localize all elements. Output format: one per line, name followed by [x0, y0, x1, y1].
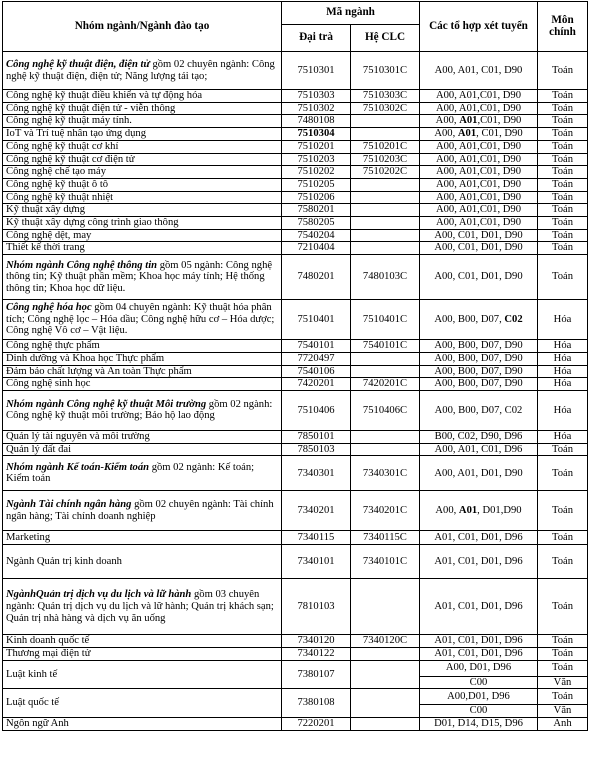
table-row: Công nghệ sinh học 7420201 7420201C A00, B00, D07, D90 Hóa: [3, 378, 588, 391]
table-row: Kỹ thuật xây dựng công trình giao thông 7580205 A00, A01,C01, D90 Toán: [3, 217, 588, 230]
table-row: Công nghệ kỹ thuật ô tô 7510205 A00, A01,C01, D90 Toán: [3, 178, 588, 191]
table-row: Luật quốc tế 7380108 A00,D01, D96 Toán: [3, 689, 588, 705]
table-row: Marketing 7340115 7340115C A01, C01, D01, D96 Toán: [3, 531, 588, 545]
table-row: IoT và Trí tuệ nhân tạo ứng dụng 7510304 A00, A01, C01, D90 Toán: [3, 128, 588, 141]
table-row: Công nghệ chế tạo máy 7510202 7510202C A00, A01,C01, D90 Toán: [3, 166, 588, 179]
table-row: Ngôn ngữ Anh 7220201 D01, D14, D15, D96 Anh: [3, 718, 588, 731]
table-row: Nhóm ngành Công nghệ kỹ thuật Môi trường gồm 02 ngành: Công nghệ kỹ thuật môi trường; Bảo hộ lao động 7510406 7510406C A00, B00, D07, C02 Hóa: [3, 390, 588, 430]
table-row: Công nghệ kỹ thuật cơ khí 7510201 7510201C A00, A01,C01, D90 Toán: [3, 140, 588, 153]
table-row: Thương mại điện tử 7340122 A01, C01, D01, D96 Toán: [3, 648, 588, 661]
header-code-hq: Hệ CLC: [351, 25, 420, 52]
table-row: Ngành Tài chính ngân hàng gồm 02 chuyên ngành: Tài chính ngân hàng; Tài chính doanh nghiệp 7340201 7340201C A00, A01, D01,D90 Toán: [3, 491, 588, 531]
table-row: Công nghệ kỹ thuật điện, điện tử gồm 02 chuyên ngành: Công nghệ kỹ thuật điện, điện tử; Năng lượng tái tạo; 7510301 7510301C A00, A01, C01, D90 Toán: [3, 52, 588, 90]
table-row: Ngành Quản trị kinh doanh 7340101 7340101C A01, C01, D01, D96 Toán: [3, 545, 588, 579]
table-row: Công nghệ kỹ thuật cơ điện tử 7510203 7510203C A00, A01,C01, D90 Toán: [3, 153, 588, 166]
table-row: Quản lý tài nguyên và môi trường 7850101 B00, C02, D90, D96 Hóa: [3, 430, 588, 443]
header-group: Nhóm ngành/Ngành đào tạo: [3, 2, 282, 52]
table-row: NgànhQuản trị dịch vụ du lịch và lữ hành gồm 03 chuyên ngành: Quản trị dịch vụ du lịch và lữ hành; Quản trị khách sạn; Quản trị nhà hàng và dịch vụ ăn uống 7810103 A01, C01, D01, D96 Toán: [3, 579, 588, 635]
table-row: Quản lý đất đai 7850103 A00, A01, C01, D96 Toán: [3, 443, 588, 456]
table-row: Công nghệ kỹ thuật điều khiển và tự động hóa 7510303 7510303C A00, A01,C01, D90 Toán: [3, 90, 588, 103]
table-row: Luật kinh tế 7380107 A00, D01, D96 Toán: [3, 660, 588, 676]
admission-table: [2, 1, 588, 731]
table-row: Nhóm ngành Kế toán-Kiểm toán gồm 02 ngành: Kế toán; Kiểm toán 7340301 7340301C A00, A01, D01, D90 Toán: [3, 456, 588, 491]
table-row: C00 Văn: [3, 676, 588, 689]
table-row: Công nghệ kỹ thuật máy tính. 7480108 A00, A01,C01, D90 Toán: [3, 115, 588, 128]
table-row: Thiết kế thời trang 7210404 A00, C01, D01, D90 Toán: [3, 242, 588, 255]
table-row: Công nghệ kỹ thuật điện tử - viễn thông 7510302 7510302C A00, A01,C01, D90 Toán: [3, 102, 588, 115]
header-code: Mã ngành: [282, 2, 420, 25]
table-row: Công nghệ hóa học gồm 04 chuyên ngành: Kỹ thuật hóa phân tích; Công nghệ lọc – Hóa dầu; Công nghệ hữu cơ – Hóa dược; Công nghệ Vô cơ – Vật liệu. 7510401 7510401C A00, B00, D07, C02 Hóa: [3, 300, 588, 340]
table-row: Đảm bảo chất lượng và An toàn Thực phẩm 7540106 A00, B00, D07, D90 Hóa: [3, 365, 588, 378]
header-subject: Môn chính: [538, 2, 588, 52]
header-combos: Các tổ hợp xét tuyển: [420, 2, 538, 52]
table-row: C00 Văn: [3, 705, 588, 718]
table-row: Kỹ thuật xây dựng 7580201 A00, A01,C01, D90 Toán: [3, 204, 588, 217]
header-code-standard: Đại trà: [282, 25, 351, 52]
table-row: Dinh dưỡng và Khoa học Thực phẩm 7720497 A00, B00, D07, D90 Hóa: [3, 352, 588, 365]
table-row: Nhóm ngành Công nghệ thông tin gồm 05 ngành: Công nghệ thông tin; Kỹ thuật phần mềm; Khoa học máy tính; Hệ thống thông tin; Khoa học dữ liệu. 7480201 7480103C A00, C01, D01, D90 Toán: [3, 255, 588, 300]
table-row: Kinh doanh quốc tế 7340120 7340120C A01, C01, D01, D96 Toán: [3, 635, 588, 648]
table-row: Công nghệ thực phẩm 7540101 7540101C A00, B00, D07, D90 Hóa: [3, 340, 588, 353]
table-row: Công nghệ dệt, may 7540204 A00, C01, D01, D90 Toán: [3, 229, 588, 242]
table-row: Công nghệ kỹ thuật nhiệt 7510206 A00, A01,C01, D90 Toán: [3, 191, 588, 204]
